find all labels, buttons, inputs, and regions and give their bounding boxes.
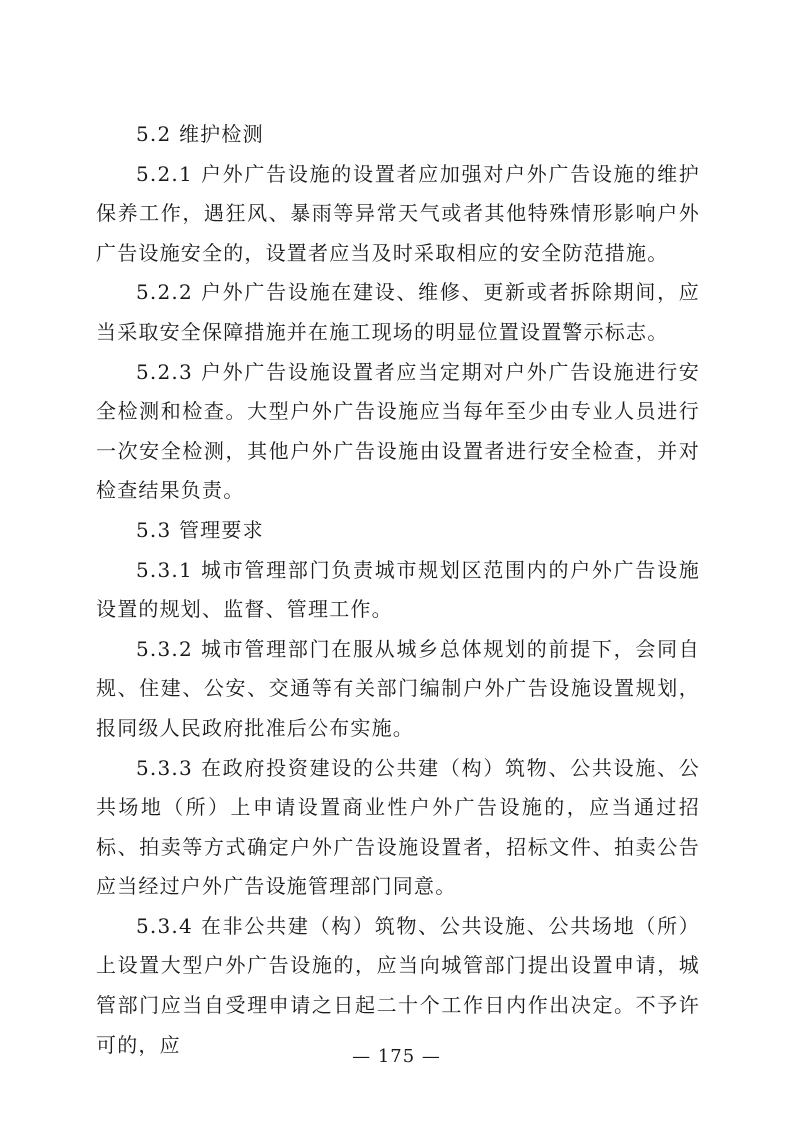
section-heading-5-2: 5.2 维护检测 [136, 122, 264, 146]
clause-5-2-1: 5.2.1 户外广告设施的设置者应加强对户外广告设施的维护保养工作，遇狂风、暴雨等异常天气或者其他特殊情形影响户外广告设施安全的，设置者应当及时采取相应的安全防范措施。 [96, 161, 700, 265]
clause-5-3-1: 5.3.1 城市管理部门负责城市规划区范围内的户外广告设施设置的规划、监督、管理工作。 [96, 557, 700, 622]
clause-5-3-2: 5.3.2 城市管理部门在服从城乡总体规划的前提下，会同自规、住建、公安、交通等有关部门编制户外广告设施设置规划，报同级人民政府批准后公布实施。 [96, 636, 700, 740]
section-heading-5-3: 5.3 管理要求 [136, 517, 264, 542]
clause-5-3-4: 5.3.4 在非公共建（构）筑物、公共设施、公共场地（所）上设置大型户外广告设施的，应当向城管部门提出设置申请，城管部门应当自受理申请之日起二十个工作日内作出决定。不予许可的，应 [96, 913, 700, 1057]
clause-5-2-3: 5.2.3 户外广告设施设置者应当定期对户外广告设施进行安全检测和检查。大型户外广告设施应当每年至少由专业人员进行一次安全检测，其他户外广告设施由设置者进行安全检查，并对检查结果负责。 [96, 359, 700, 503]
clause-5-3-3: 5.3.3 在政府投资建设的公共建（构）筑物、公共设施、公共场地（所）上申请设置商业性户外广告设施的，应当通过招标、拍卖等方式确定户外广告设施设置者，招标文件、拍卖公告应当经过户外广告设施管理部门同意。 [96, 755, 700, 899]
page-number: — 175 — [352, 1046, 441, 1067]
clause-5-2-2: 5.2.2 户外广告设施在建设、维修、更新或者拆除期间，应当采取安全保障措施并在施工现场的明显位置设置警示标志。 [96, 280, 700, 344]
document-body [96, 115, 700, 1065]
